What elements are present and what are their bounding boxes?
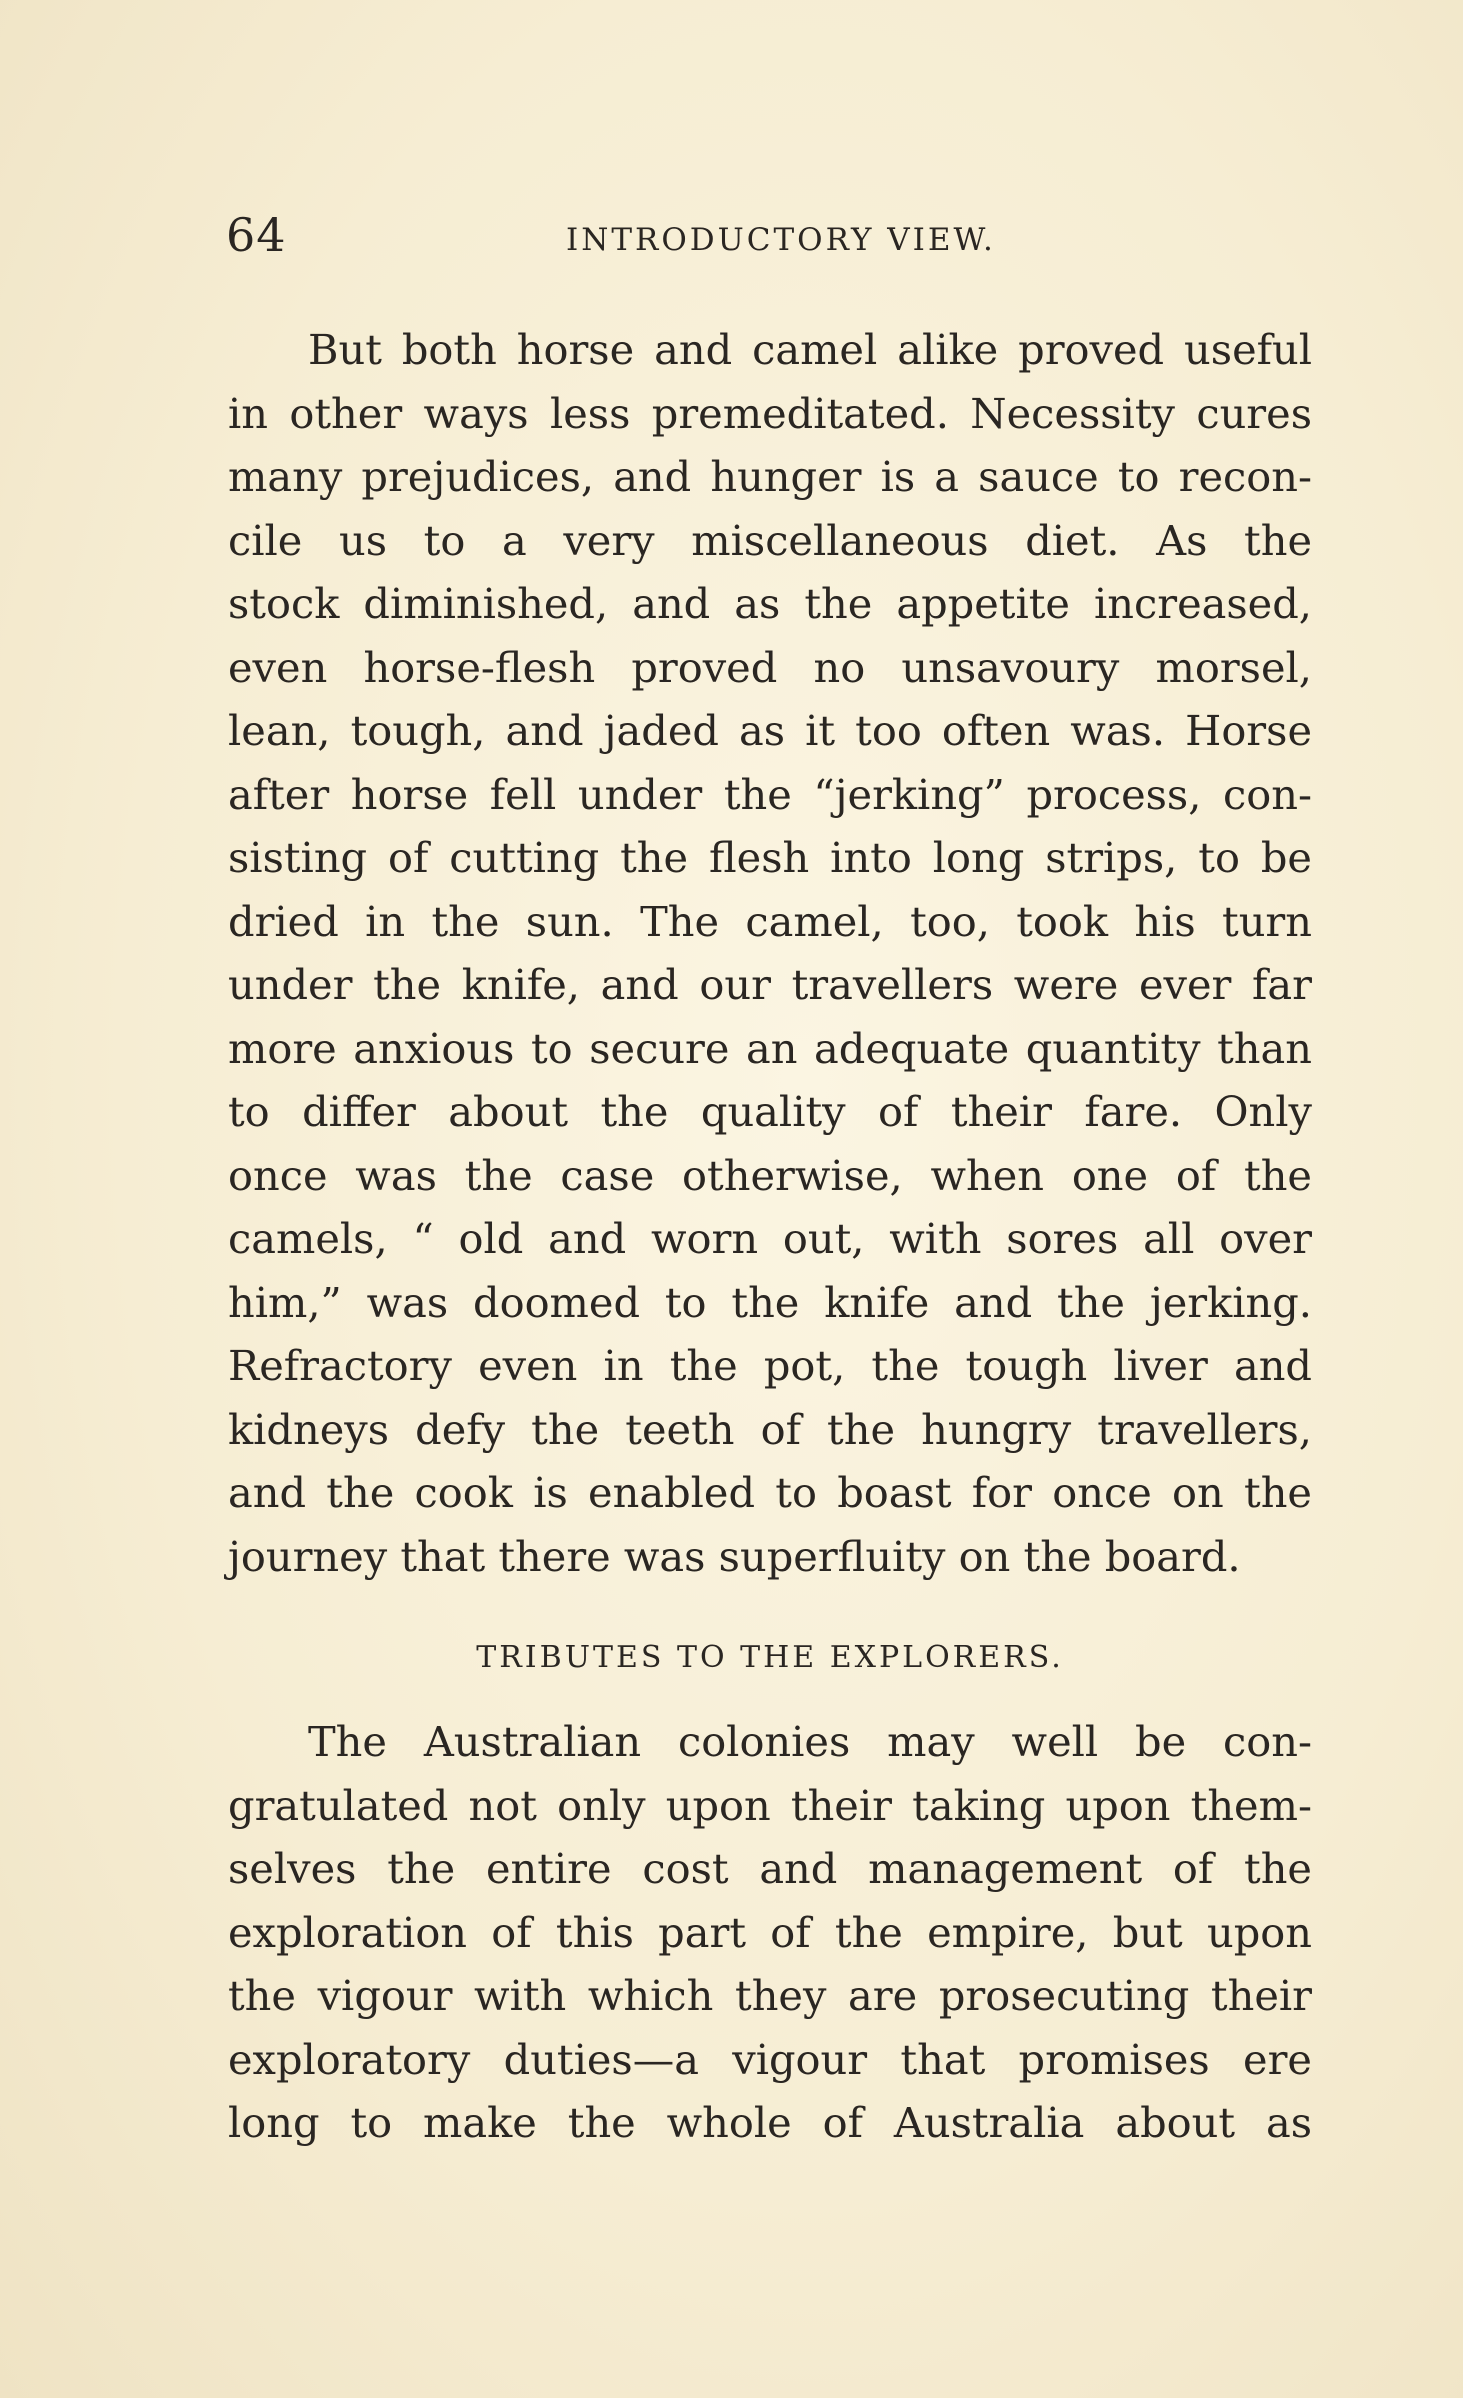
text-line: The Australian colonies may well be con- xyxy=(308,1717,1312,1766)
text-line: Refractory even in the pot, the tough liver and xyxy=(228,1341,1312,1390)
text-line: him,” was doomed to the knife and the jerking. xyxy=(228,1277,1312,1327)
text-line: selves the entire cost and management of the xyxy=(228,1844,1312,1893)
text-line: after horse fell under the “jerking” process, con- xyxy=(228,769,1312,819)
paragraph-australian-colonies xyxy=(228,1710,1312,2155)
page-number: 64 xyxy=(226,208,287,262)
text-line: under the knife, and our travellers were ever far xyxy=(228,960,1312,1009)
text-line: exploration of this part of the empire, but upon xyxy=(228,1907,1312,1957)
text-line: exploratory duties—a vigour that promises ere xyxy=(228,2034,1312,2084)
text-line: dried in the sun. The camel, too, took his turn xyxy=(228,896,1312,946)
text-line: camels, “ old and worn out, with sores all over xyxy=(228,1214,1312,1263)
text-line: kidneys defy the teeth of the hungry travellers, xyxy=(228,1404,1312,1454)
text-line: in other ways less premeditated. Necessity cures xyxy=(228,388,1312,438)
text-line: gratulated not only upon their taking upon them- xyxy=(228,1780,1312,1830)
text-line: journey that there was superfluity on the board. xyxy=(228,1531,1241,1581)
paragraph-horse-and-camel xyxy=(228,318,1312,1588)
text-line: stock diminished, and as the appetite increased, xyxy=(228,579,1312,628)
text-line: long to make the whole of Australia about as xyxy=(228,2098,1312,2147)
text-line: lean, tough, and jaded as it too often was. Horse xyxy=(228,706,1312,755)
section-heading: TRIBUTES TO THE EXPLORERS. xyxy=(476,1640,1064,1675)
text-line: cile us to a very miscellaneous diet. As the xyxy=(228,515,1312,565)
text-line: sisting of cutting the flesh into long strips, to be xyxy=(228,833,1312,882)
text-line: even horse-flesh proved no unsavoury morsel, xyxy=(228,642,1312,692)
text-line: the vigour with which they are prosecuting their xyxy=(228,1971,1312,2020)
page-header xyxy=(226,208,1316,268)
text-line: more anxious to secure an adequate quantity than xyxy=(228,1023,1312,1073)
text-line: once was the case otherwise, when one of the xyxy=(228,1150,1312,1200)
text-line: many prejudices, and hunger is a sauce to recon- xyxy=(228,452,1312,501)
text-line: But both horse and camel alike proved useful xyxy=(308,325,1312,374)
text-line: to differ about the quality of their fare. Only xyxy=(228,1087,1312,1136)
running-head: INTRODUCTORY VIEW. xyxy=(566,222,996,258)
text-line: and the cook is enabled to boast for once on the xyxy=(228,1468,1312,1517)
